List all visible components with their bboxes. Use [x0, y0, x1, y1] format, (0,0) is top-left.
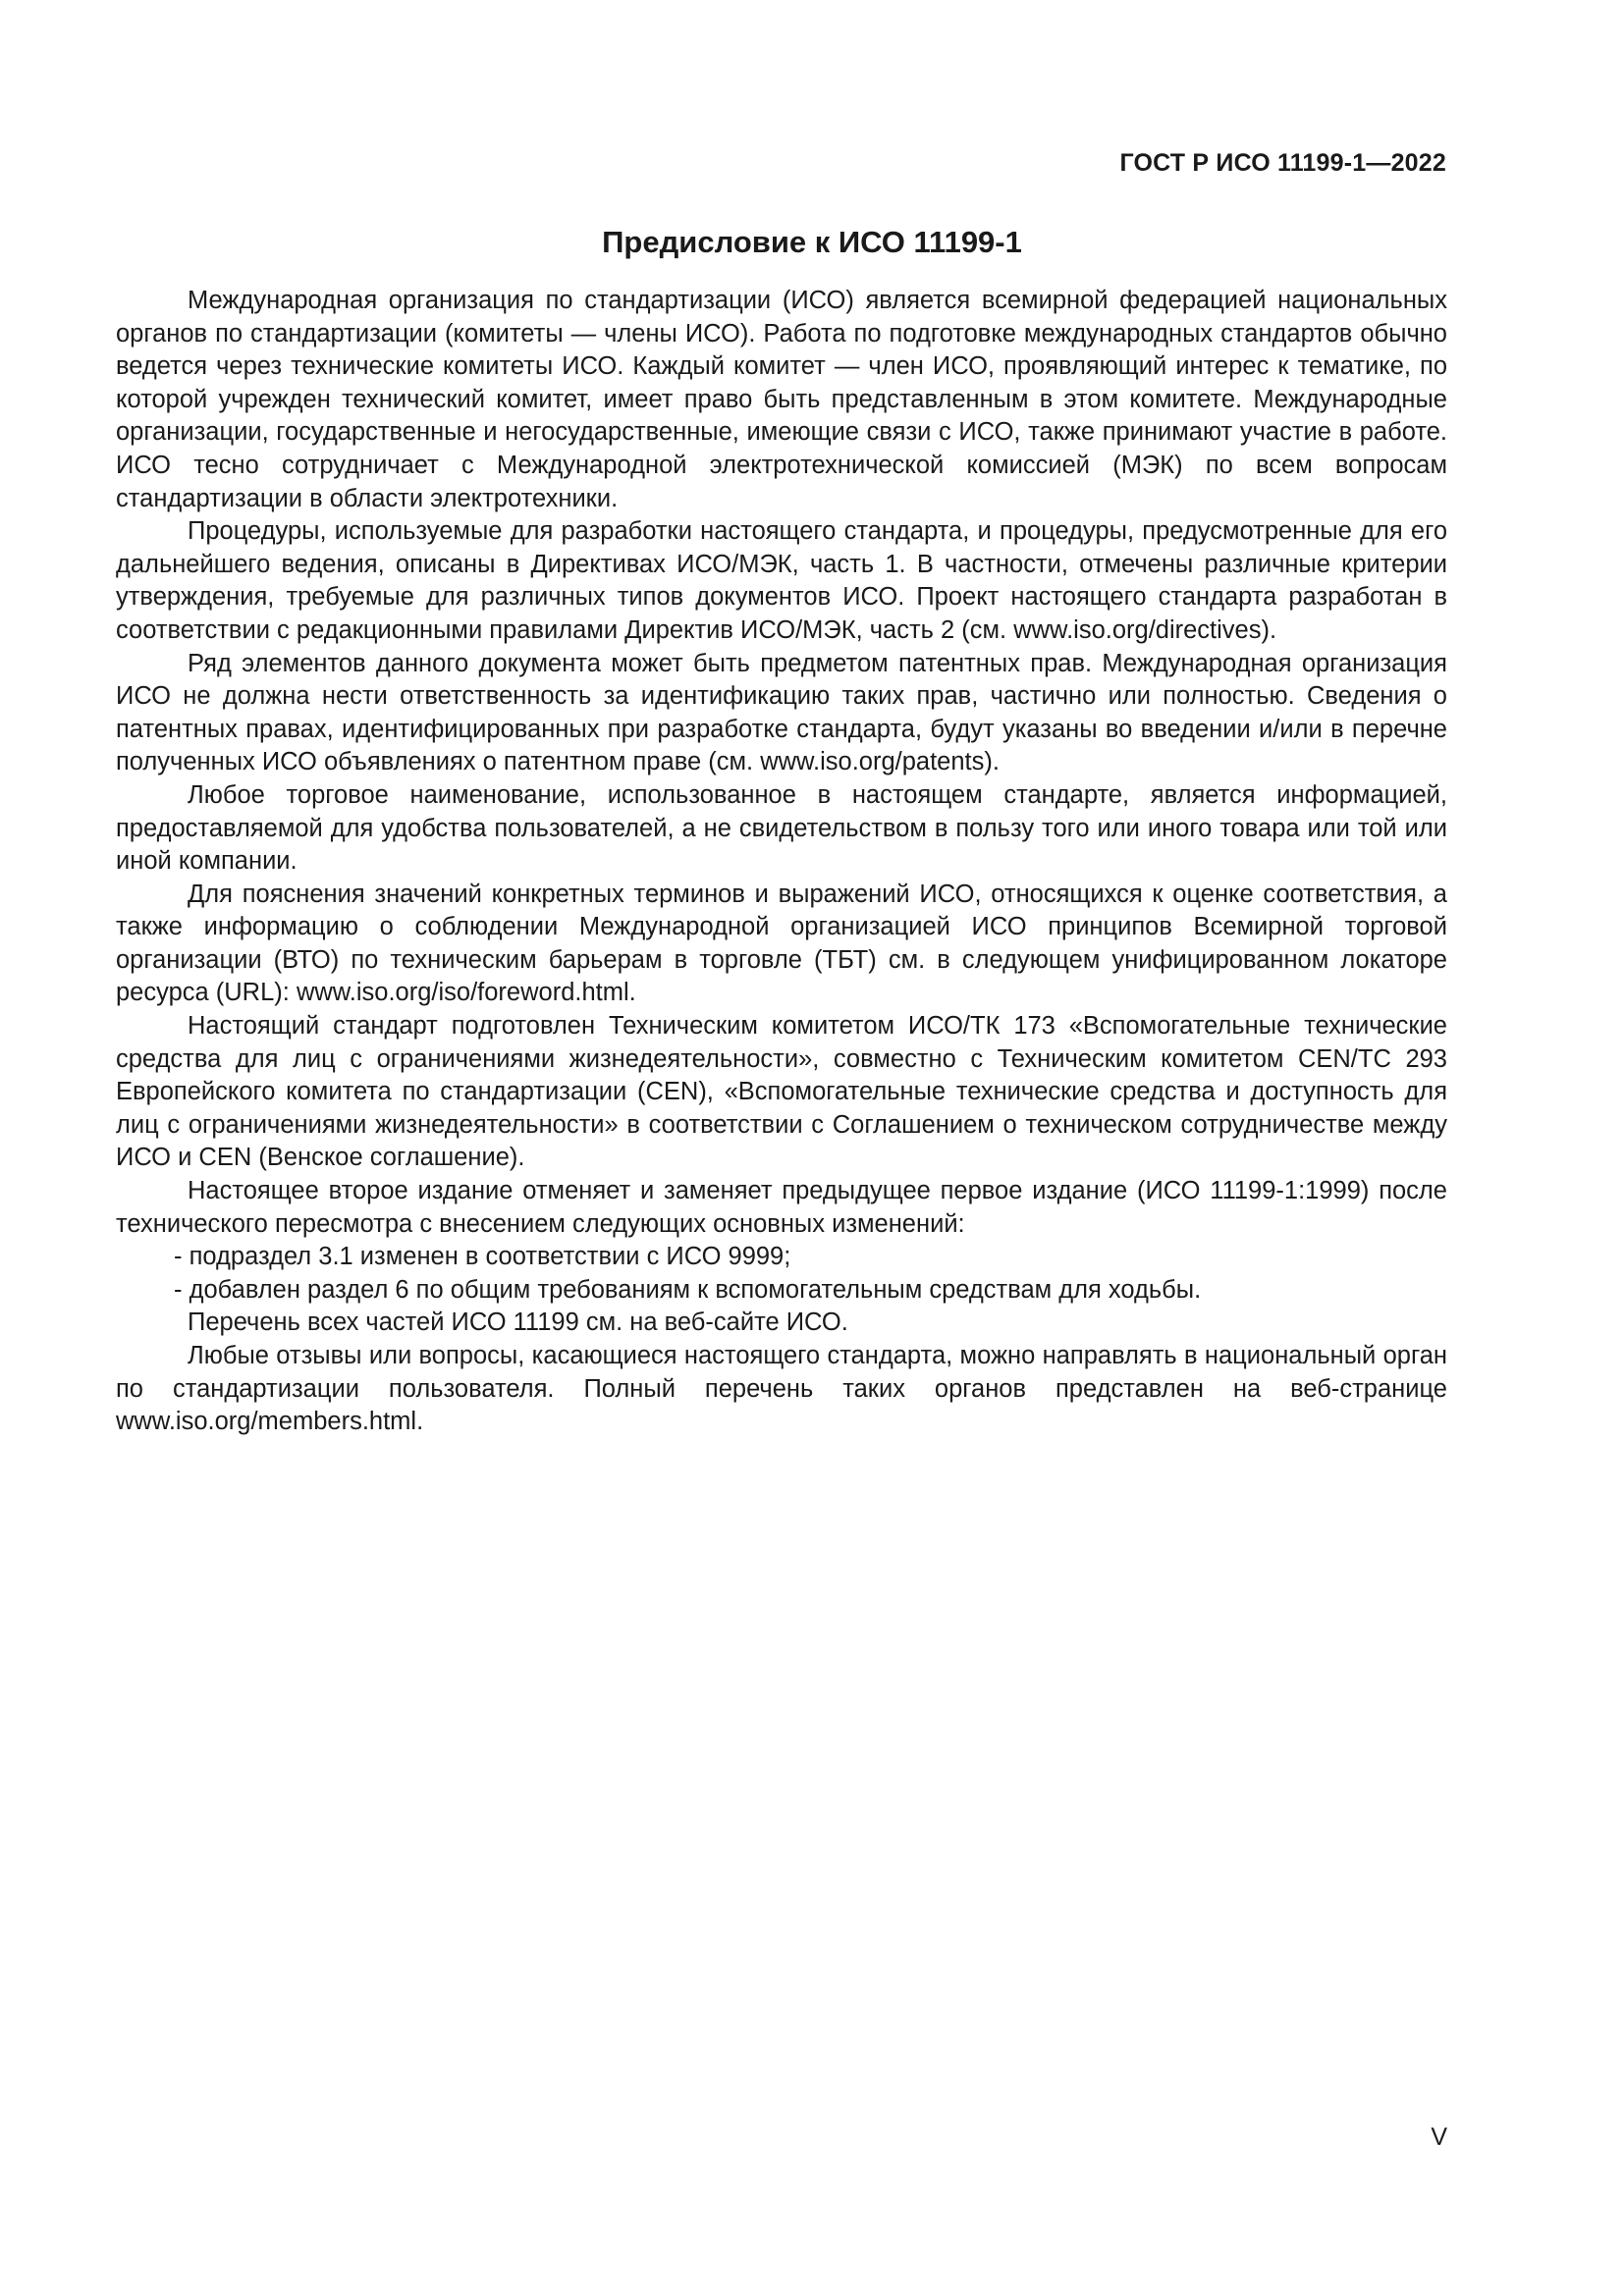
page-number: V	[1431, 2123, 1447, 2151]
paragraph-patents: Ряд элементов данного документа может быть предметом патентных прав. Международная организация ИСО не должна нести ответственность за идентификацию таких прав, частично или полностью. Сведения о патентных правах, идентифицированных при разработке стандарта, будут указаны во введении и/или в перечне полученных ИСО объявлениях о патентном праве (см. www.iso.org/patents).	[116, 649, 1447, 776]
list-item-change-2: - добавлен раздел 6 по общим требованиям к вспомогательным средствам для ходьбы.	[174, 1275, 1202, 1304]
paragraph-edition: Настоящее второе издание отменяет и заменяет предыдущее первое издание (ИСО 11199-1:1999) после технического пересмотра с внесением следующих основных изменений:	[116, 1177, 1447, 1238]
paragraph-iso-organization: Международная организация по стандартизации (ИСО) является всемирной федерацией национальных органов по стандартизации (комитеты — члены ИСО). Работа по подготовке международных стандартов обычно ведется через технические комитеты ИСО. Каждый комитет — член ИСО, проявляющий интерес к тематике, по которой учрежден технический комитет, имеет право быть представленным в этом комитете. Международные организации, государственные и негосударственные, имеющие связи с ИСО, также принимают участие в работе. ИСО тесно сотрудничает с Международной электротехнической комиссией (МЭК) по всем вопросам стандартизации в области электротехники.	[116, 287, 1447, 512]
paragraph-procedures: Процедуры, используемые для разработки настоящего стандарта, и процедуры, предусмотренные для его дальнейшего ведения, описаны в Директивах ИСО/МЭК, часть 1. В частности, отмечены различные критерии утверждения, требуемые для различных типов документов ИСО. Проект настоящего стандарта разработан в соответствии с редакционными правилами Директив ИСО/МЭК, часть 2 (см. www.iso.org/directives).	[116, 517, 1447, 644]
list-item-change-1: - подраздел 3.1 изменен в соответствии с ИСО 9999;	[174, 1243, 791, 1271]
paragraph-technical-committee: Настоящий стандарт подготовлен Техническим комитетом ИСО/ТК 173 «Вспомогательные технические средства для лиц с ограничениями жизнедеятельности», совместно с Техническим комитетом CEN/TC 293 Европейского комитета по стандартизации (CEN), «Вспомогательные технические средства и доступность для лиц с ограничениями жизнедеятельности» в соответствии с Соглашением о техническом сотрудничестве между ИСО и CEN (Венское соглашение).	[116, 1012, 1447, 1172]
paragraph-conformity-terms: Для пояснения значений конкретных терминов и выражений ИСО, относящихся к оценке соответствия, а также информацию о соблюдении Международной организацией ИСО принципов Всемирной торговой организации (ВТО) по техническим барьерам в торговле (ТБТ) см. в следующем унифицированном локаторе ресурса (URL): www.iso.org/iso/foreword.html.	[116, 880, 1447, 1007]
document-code: ГОСТ Р ИСО 11199-1—2022	[1119, 149, 1446, 177]
paragraph-feedback: Любые отзывы или вопросы, касающиеся настоящего стандарта, можно направлять в национальный орган по стандартизации пользователя. Полный перечень таких органов представлен на веб-странице www.iso.org/members.html.	[116, 1342, 1447, 1436]
paragraph-trade-names: Любое торговое наименование, использованное в настоящем стандарте, является информацией, предоставляемой для удобства пользователей, а не свидетельством в пользу того или иного товара или той или иной компании.	[116, 780, 1447, 876]
page-title: Предисловие к ИСО 11199-1	[602, 225, 1022, 259]
paragraph-parts-list: Перечень всех частей ИСО 11199 см. на веб-сайте ИСО.	[188, 1308, 848, 1337]
foreword-body	[116, 285, 1447, 1439]
